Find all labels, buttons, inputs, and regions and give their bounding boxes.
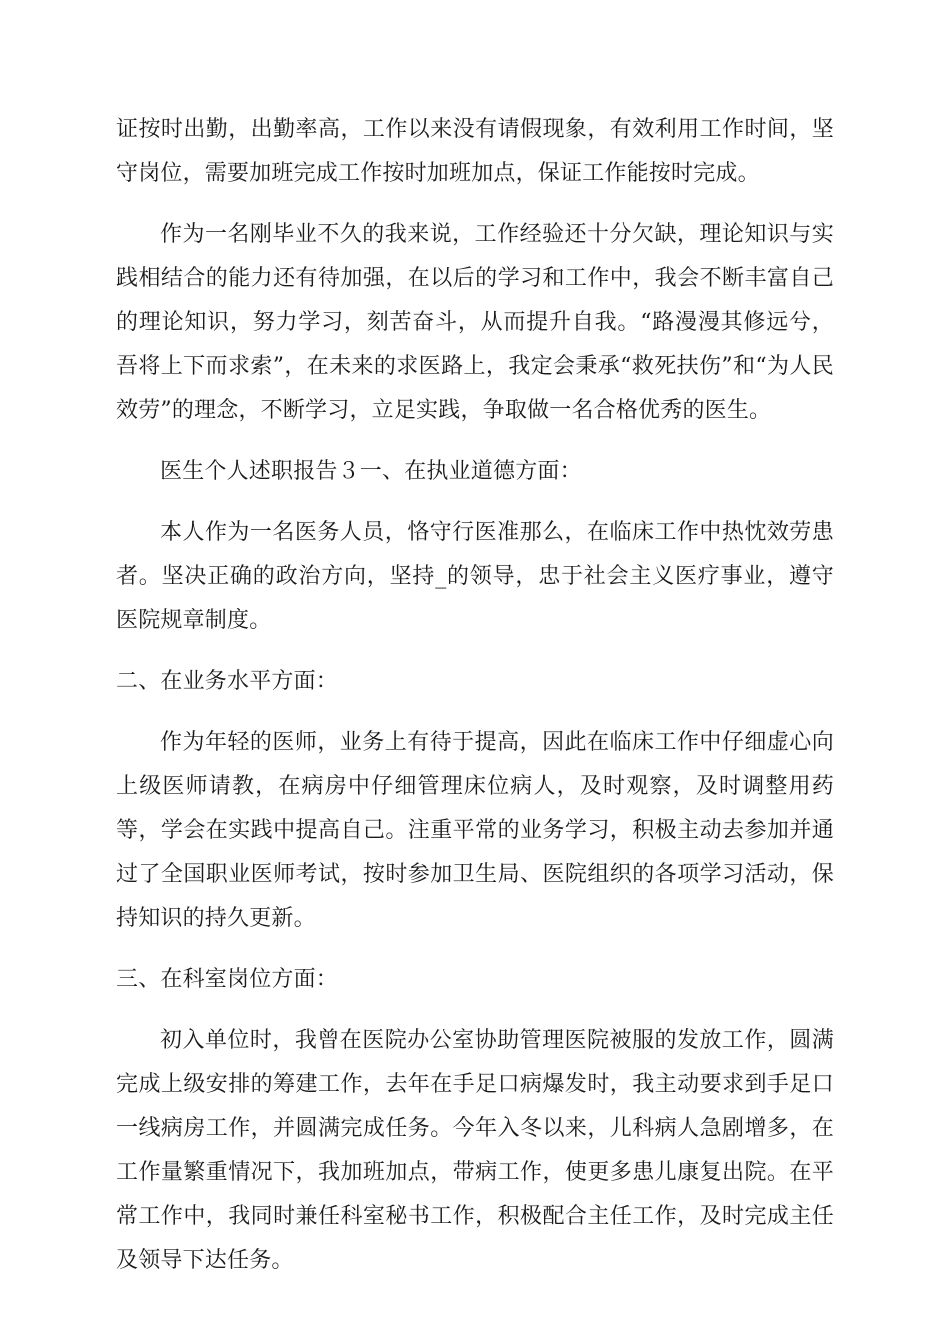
section-heading-department: 三、在科室岗位方面： [116,967,339,992]
paragraph-report-title: 医生个人述职报告３一、在执业道德方面： [160,459,582,484]
paragraph-experience: 作为一名刚毕业不久的我来说，工作经验还十分欠缺，理论知识与实践相结合的能力还有待加强，在以后的学习和工作中，我会不断丰富自己的理论知识，努力学习，刻苦奋斗，从而提升自我。“路漫漫其修远兮，吾将上下而求索”，在未来的求医路上，我定会秉承“救死扶伤”和“为人民效劳”的理念，不断学习，立足实践，争取做一名合格优秀的医生。 [116,222,834,423]
paragraph-department: 初入单位时，我曾在医院办公室协助管理医院被服的发放工作，圆满完成上级安排的筹建工作，去年在手足口病爆发时，我主动要求到手足口一线病房工作，并圆满完成任务。今年入冬以来，儿科病人急剧增多，在工作量繁重情况下，我加班加点，带病工作，使更多患儿康复出院。在平常工作中，我同时兼任科室秘书工作，积极配合主任工作，及时完成主任及领导下达任务。 [116,1028,834,1273]
document-body [116,108,834,1300]
paragraph-continuation: 证按时出勤，出勤率高，工作以来没有请假现象，有效利用工作时间，坚守岗位，需要加班完成工作按时加班加点，保证工作能按时完成。 [116,117,834,186]
paragraph-ethics: 本人作为一名医务人员，恪守行医准那么，在临床工作中热忱效劳患者。坚决正确的政治方向，坚持_的领导，忠于社会主义医疗事业，遵守医院规章制度。 [116,520,834,633]
section-heading-business: 二、在业务水平方面： [116,669,339,694]
paragraph-business: 作为年轻的医师，业务上有待于提高，因此在临床工作中仔细虚心向上级医师请教，在病房中仔细管理床位病人，及时观察，及时调整用药等，学会在实践中提高自己。注重平常的业务学习，积极主动去参加并通过了全国职业医师考试，按时参加卫生局、医院组织的各项学习活动，保持知识的持久更新。 [116,730,834,931]
